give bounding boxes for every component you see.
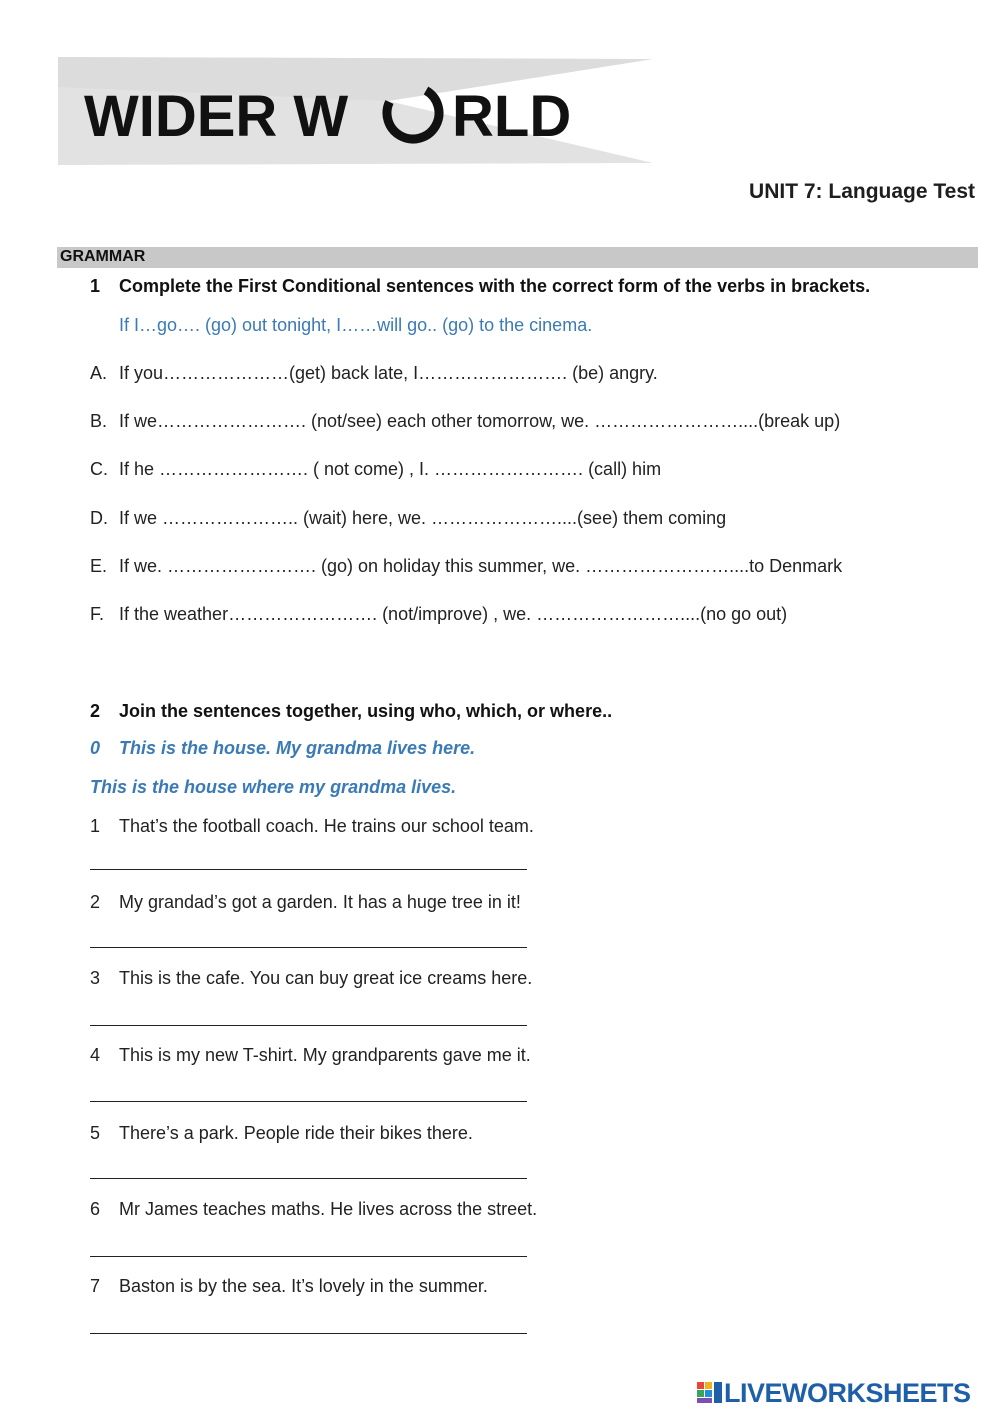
answer-line[interactable]: [90, 869, 527, 870]
answer-line[interactable]: [90, 947, 527, 948]
item-label: A.: [90, 363, 108, 383]
item-text: My grandad’s got a garden. It has a huge tree in it!: [119, 892, 521, 912]
wider-world-logo: [58, 57, 653, 165]
item-text: Baston is by the sea. It’s lovely in the summer.: [119, 1276, 488, 1296]
answer-line[interactable]: [90, 1025, 527, 1026]
item-text[interactable]: If the weather……………………. (not/improve) , we. ……………………....(no go out): [119, 604, 788, 624]
logo-text-right: RLD: [452, 84, 572, 149]
example-number: 0: [90, 738, 101, 758]
item-text: This is my new T-shirt. My grandparents gave me it.: [119, 1045, 531, 1065]
section-header: [57, 247, 978, 268]
logo-text-left: WIDER W: [84, 84, 349, 149]
exercise1-example: If I…go…. (go) out tonight, I……will go.. (go) to the cinema.: [119, 315, 593, 335]
page-title: UNIT 7: Language Test: [749, 180, 975, 203]
item-number: 3: [90, 968, 101, 988]
exercise1-instruction: Complete the First Conditional sentences with the correct form of the verbs in brackets.: [119, 276, 871, 296]
item-text: This is the cafe. You can buy great ice creams here.: [119, 968, 533, 988]
item-number: 1: [90, 816, 101, 836]
item-text[interactable]: If we……………………. (not/see) each other tomorrow, we. ……………………....(break up): [119, 411, 841, 431]
answer-line[interactable]: [90, 1101, 527, 1102]
item-label: D.: [90, 508, 108, 528]
liveworksheets-brand: LIVEWORKSHEETS: [724, 1378, 971, 1408]
item-label: C.: [90, 459, 108, 479]
exercise2-instruction: Join the sentences together, using who, which, or where..: [119, 701, 613, 721]
item-text[interactable]: If we. ……………………. (go) on holiday this summer, we. ……………………....to Denmark: [119, 556, 843, 576]
item-number: 5: [90, 1123, 101, 1143]
item-label: E.: [90, 556, 108, 576]
item-text: There’s a park. People ride their bikes there.: [119, 1123, 473, 1143]
answer-line[interactable]: [90, 1333, 527, 1334]
item-text[interactable]: If we ………………….. (wait) here, we. …………………....(see) them coming: [119, 508, 727, 528]
section-title: GRAMMAR: [60, 248, 146, 265]
item-text: That’s the football coach. He trains our school team.: [119, 816, 534, 836]
item-label: B.: [90, 411, 108, 431]
item-number: 4: [90, 1045, 101, 1065]
item-text[interactable]: If he ……………………. ( not come) , I. ……………………. (call) him: [119, 459, 662, 479]
answer-line[interactable]: [90, 1178, 527, 1179]
exercise2-number: 2: [90, 701, 101, 721]
item-text[interactable]: If you…………………(get) back late, I……………………. (be) angry.: [119, 363, 658, 383]
item-number: 7: [90, 1276, 101, 1296]
exercise1-number: 1: [90, 276, 101, 296]
exercise2-example-answer: This is the house where my grandma lives.: [90, 777, 457, 797]
item-label: F.: [90, 604, 105, 624]
answer-line[interactable]: [90, 1256, 527, 1257]
example-prompt-text: This is the house. My grandma lives here.: [119, 738, 476, 758]
liveworksheets-mark-icon: [697, 1382, 723, 1404]
item-number: 6: [90, 1199, 101, 1219]
liveworksheets-logo: [697, 1378, 992, 1408]
item-text: Mr James teaches maths. He lives across the street.: [119, 1199, 538, 1219]
item-number: 2: [90, 892, 101, 912]
